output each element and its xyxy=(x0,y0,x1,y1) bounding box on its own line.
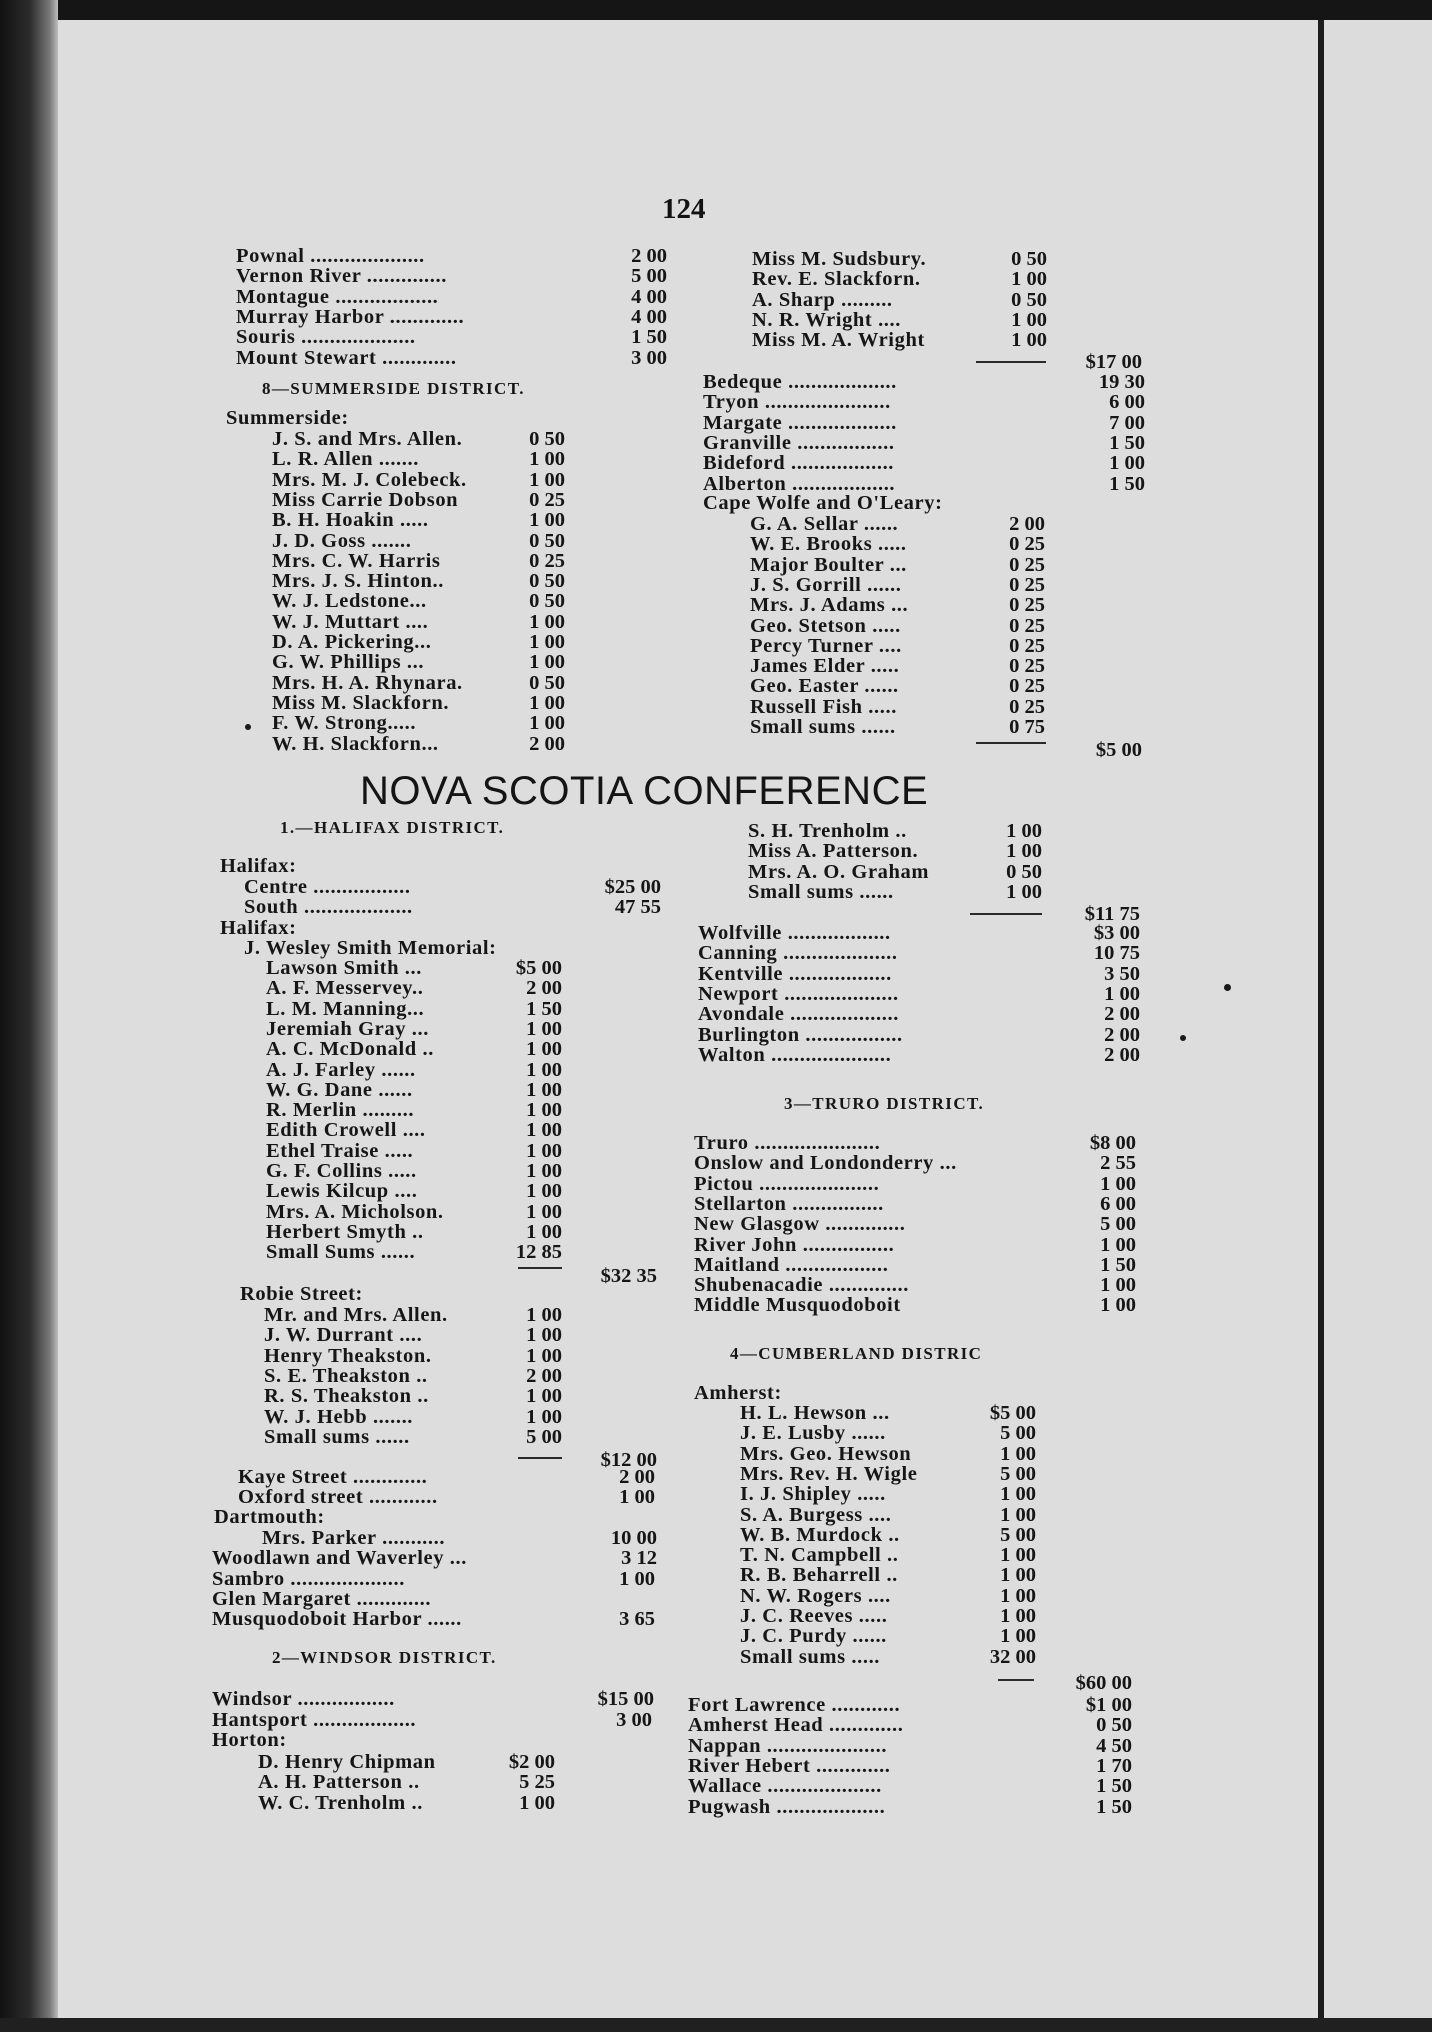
entry-amount: 1 00 xyxy=(1006,880,1042,903)
entry-label: Amherst Head ............. xyxy=(688,1714,904,1737)
entry-label: River Hebert ............. xyxy=(688,1754,891,1777)
entry-amount: 0 25 xyxy=(1009,655,1045,678)
entry-label: Russell Fish ..... xyxy=(750,695,897,718)
entry-amount: 1 00 xyxy=(1109,452,1145,475)
entry-label: River John ................ xyxy=(694,1233,895,1256)
entry-label: Pugwash ................... xyxy=(688,1795,886,1818)
entry-amount: 32 00 xyxy=(989,1645,1036,1668)
entry-amount: 1 00 xyxy=(526,1385,562,1408)
entry-label: W. B. Murdock .. xyxy=(740,1523,900,1546)
entry-amount: 1 00 xyxy=(1011,268,1047,291)
entry-label: S. H. Trenholm .. xyxy=(748,820,907,842)
entry-amount: 2 55 xyxy=(1100,1152,1136,1175)
entry-amount: 0 50 xyxy=(529,590,565,613)
entry-amount: 5 00 xyxy=(1000,1462,1036,1485)
entry-label: T. N. Campbell .. xyxy=(740,1544,899,1567)
sub-group-label: J. Wesley Smith Memorial: xyxy=(244,937,497,959)
entry-amount: 1 00 xyxy=(529,610,565,633)
entry-label: Geo. Easter ...... xyxy=(750,675,899,698)
entry-label: Mr. and Mrs. Allen. xyxy=(264,1304,448,1326)
entry-amount: 1 00 xyxy=(1000,1442,1036,1465)
entry-label: Onslow and Londonderry ... xyxy=(694,1152,957,1175)
entry-amount: 1 00 xyxy=(526,1344,562,1367)
entry-amount: 1 00 xyxy=(1000,1605,1036,1627)
entry-label: L. R. Allen ....... xyxy=(272,448,419,471)
entry-amount: 0 25 xyxy=(1009,614,1045,637)
subtotal-amount: $60 00 xyxy=(1075,1672,1132,1694)
entry-label: Tryon ...................... xyxy=(703,391,891,414)
entry-amount: 0 25 xyxy=(529,488,565,511)
scan-top-border xyxy=(0,0,1432,20)
entry-label: South ................... xyxy=(244,896,413,918)
entry-amount: 5 00 xyxy=(631,265,667,288)
ink-speck xyxy=(1180,1035,1186,1041)
entry-label: Small sums ...... xyxy=(750,716,896,738)
entry-amount: 10 75 xyxy=(1093,942,1140,965)
facing-page-edge xyxy=(1318,20,1432,2032)
subtotal-amount: $17 00 xyxy=(1085,351,1142,373)
entry-amount: 0 50 xyxy=(1011,248,1047,270)
entry-amount: 0 25 xyxy=(1009,553,1045,576)
conference-title: NOVA SCOTIA CONFERENCE xyxy=(360,769,929,813)
entry-amount: 1 00 xyxy=(1006,820,1042,842)
entry-amount: 1 50 xyxy=(1096,1795,1132,1818)
entry-amount: $2 00 xyxy=(508,1751,555,1773)
entry-label: Mrs. H. A. Rhynara. xyxy=(272,671,463,694)
subtotal-amount: $5 00 xyxy=(1095,739,1142,761)
entry-amount: 2 00 xyxy=(1104,1003,1140,1026)
entry-amount: $3 00 xyxy=(1093,922,1140,944)
entry-label: J. D. Goss ....... xyxy=(272,529,412,552)
entry-label: I. J. Shipley ..... xyxy=(740,1483,886,1506)
entry-amount: 1 00 xyxy=(1000,1564,1036,1587)
entry-amount: 1 00 xyxy=(519,1791,555,1814)
entry-amount: 7 00 xyxy=(1109,411,1145,434)
entry-amount: 0 50 xyxy=(529,428,565,450)
entry-label: Murray Harbor ............. xyxy=(236,305,465,328)
entry-amount: 5 00 xyxy=(526,1425,562,1448)
entry-amount: 1 00 xyxy=(526,1099,562,1122)
entry-label: Small Sums ...... xyxy=(266,1241,416,1264)
entry-amount: 1 00 xyxy=(1100,1274,1136,1297)
entry-label: Stellarton ................ xyxy=(694,1192,884,1215)
entry-amount: 1 00 xyxy=(529,509,565,532)
town-label: Summerside: xyxy=(226,407,349,429)
entry-label: Burlington ................. xyxy=(698,1023,903,1046)
entry-amount: 1 50 xyxy=(526,997,562,1020)
entry-label: W. J. Ledstone... xyxy=(272,590,427,613)
entry-label: Alberton .................. xyxy=(703,472,896,495)
entry-amount: 0 50 xyxy=(1006,860,1042,883)
entry-label: W. E. Brooks ..... xyxy=(750,533,907,556)
entry-label: Lewis Kilcup .... xyxy=(266,1180,418,1203)
entry-label: Montague .................. xyxy=(236,285,439,308)
entry-label: James Elder ..... xyxy=(750,655,900,678)
entry-amount: 1 00 xyxy=(526,1405,562,1428)
entry-amount: 1 00 xyxy=(526,1058,562,1081)
entry-label: Kentville .................. xyxy=(698,962,892,985)
entry-label: Fort Lawrence ............ xyxy=(688,1694,901,1716)
entry-label: G. A. Sellar ...... xyxy=(750,513,899,535)
entry-amount: 4 00 xyxy=(631,305,667,328)
entry-amount: 2 00 xyxy=(1009,513,1045,535)
subtotal-amount: $11 75 xyxy=(1084,903,1140,925)
entry-label: Musquodoboit Harbor ...... xyxy=(212,1608,462,1630)
entry-amount: 5 00 xyxy=(1100,1213,1136,1236)
entry-label: Small sums ..... xyxy=(740,1645,881,1668)
entry-label: J. E. Lusby ...... xyxy=(740,1422,886,1445)
entry-amount: 1 00 xyxy=(1100,1233,1136,1256)
page-number: 124 xyxy=(662,193,706,225)
entry-label: R. Merlin ......... xyxy=(266,1099,415,1122)
entry-amount: 6 00 xyxy=(1109,391,1145,414)
entry-label: Mrs. Parker ........... xyxy=(262,1527,446,1549)
entry-amount: 0 25 xyxy=(1009,695,1045,718)
entry-label: Canning .................... xyxy=(698,942,898,965)
entry-amount: $25 00 xyxy=(604,876,661,898)
entry-amount: 0 50 xyxy=(529,671,565,694)
entry-amount: 1 00 xyxy=(526,1139,562,1162)
entry-amount: 1 00 xyxy=(619,1568,655,1590)
entry-label: Bedeque ................... xyxy=(703,371,897,393)
book-spine-shadow xyxy=(0,0,58,2032)
entry-label: A. Sharp ......... xyxy=(752,288,893,311)
entry-amount: 2 00 xyxy=(1104,1043,1140,1066)
entry-amount: 1 00 xyxy=(529,448,565,471)
entry-label: J. W. Durrant .... xyxy=(264,1324,423,1347)
entry-label: R. B. Beharrell .. xyxy=(740,1564,898,1587)
entry-amount: 1 00 xyxy=(526,1324,562,1347)
entry-label: Jeremiah Gray ... xyxy=(266,1017,429,1040)
entry-label: Nappan ..................... xyxy=(688,1734,888,1757)
entry-label: Henry Theakston. xyxy=(264,1344,432,1367)
entry-label: Glen Margaret ............. xyxy=(212,1588,432,1610)
entry-amount: 0 50 xyxy=(1096,1714,1132,1737)
entry-amount: 4 00 xyxy=(631,285,667,308)
entry-label: D. Henry Chipman xyxy=(258,1751,436,1773)
entry-label: Miss M. Sudsbury. xyxy=(752,248,927,270)
entry-label: Vernon River .............. xyxy=(236,265,447,288)
entry-amount: $1 00 xyxy=(1085,1694,1132,1716)
entry-amount: 1 00 xyxy=(1000,1483,1036,1506)
entry-amount: 10 00 xyxy=(610,1527,657,1549)
entry-amount: 1 00 xyxy=(526,1160,562,1182)
entry-label: Mount Stewart ............. xyxy=(236,346,457,369)
entry-amount: 2 00 xyxy=(529,732,565,755)
entry-amount: 2 00 xyxy=(526,977,562,1000)
entry-amount: 1 00 xyxy=(529,691,565,714)
entry-amount: 0 25 xyxy=(1009,594,1045,617)
entry-amount: 1 50 xyxy=(1096,1775,1132,1798)
town-label: Amherst: xyxy=(694,1382,782,1404)
entry-amount: 0 50 xyxy=(1011,288,1047,311)
entry-amount: 3 00 xyxy=(616,1709,652,1731)
entry-label: H. L. Hewson ... xyxy=(740,1402,890,1424)
entry-amount: 12 85 xyxy=(515,1241,562,1264)
page-gutter-line xyxy=(1318,20,1324,2032)
entry-label: J. C. Reeves ..... xyxy=(740,1605,888,1627)
entry-amount: 1 00 xyxy=(526,1220,562,1243)
entry-amount: 1 00 xyxy=(526,1038,562,1061)
entry-label: W. H. Slackforn... xyxy=(272,732,439,755)
entry-amount: 2 00 xyxy=(526,1364,562,1387)
district-heading: 8—SUMMERSIDE DISTRICT. xyxy=(262,379,525,398)
entry-label: S. E. Theakston .. xyxy=(264,1364,428,1387)
scan-bottom-border xyxy=(0,2018,1432,2032)
entry-label: Mrs. A. O. Graham xyxy=(748,860,930,883)
entry-label: N. W. Rogers .... xyxy=(740,1584,891,1607)
entry-label: A. C. McDonald .. xyxy=(266,1038,434,1061)
entry-label: Major Boulter ... xyxy=(750,553,907,576)
entry-label: Geo. Stetson ..... xyxy=(750,614,901,637)
entry-label: W. G. Dane ...... xyxy=(266,1078,413,1101)
entry-label: A. J. Farley ...... xyxy=(266,1058,416,1081)
entry-label: Granville ................. xyxy=(703,431,895,454)
entry-amount: $8 00 xyxy=(1089,1132,1136,1154)
entry-amount: 0 75 xyxy=(1009,716,1045,738)
entry-label: Hantsport .................. xyxy=(212,1709,417,1731)
entry-label: Small sums ...... xyxy=(748,880,894,903)
entry-label: A. H. Patterson .. xyxy=(258,1771,420,1794)
entry-amount: 1 00 xyxy=(619,1486,655,1508)
entry-amount: 1 00 xyxy=(1011,308,1047,331)
entry-amount: 5 25 xyxy=(519,1771,555,1794)
entry-label: Mrs. Geo. Hewson xyxy=(740,1442,912,1465)
entry-label: W. C. Trenholm .. xyxy=(258,1791,423,1814)
ink-speck xyxy=(1224,984,1231,991)
district-heading: 2—WINDSOR DISTRICT. xyxy=(272,1648,497,1667)
entry-label: Mrs. C. W. Harris xyxy=(272,549,441,572)
entry-label: Kaye Street ............. xyxy=(238,1466,428,1488)
entry-label: Rev. E. Slackforn. xyxy=(752,268,921,291)
entry-amount: 1 00 xyxy=(1000,1625,1036,1648)
entry-label: Mrs. A. Micholson. xyxy=(266,1200,444,1223)
entry-label: Oxford street ............ xyxy=(238,1486,438,1508)
entry-amount: 2 00 xyxy=(619,1466,655,1488)
entry-amount: 1 50 xyxy=(1109,472,1145,495)
entry-amount: 19 30 xyxy=(1098,371,1145,393)
entry-amount: 1 00 xyxy=(526,1078,562,1101)
entry-label: J. S. Gorrill ...... xyxy=(750,573,902,596)
entry-label: Pownal .................... xyxy=(236,245,425,267)
entry-label: Mrs. Rev. H. Wigle xyxy=(740,1462,918,1485)
entry-amount: 1 00 xyxy=(1100,1172,1136,1195)
entry-label: N. R. Wright .... xyxy=(752,308,901,331)
entry-label: Truro ...................... xyxy=(694,1132,881,1154)
entry-label: G. F. Collins ..... xyxy=(266,1160,417,1182)
town-label: Cape Wolfe and O'Leary: xyxy=(703,492,943,514)
entry-amount: 1 00 xyxy=(529,468,565,491)
entry-amount: $5 00 xyxy=(515,957,562,979)
entry-label: W. J. Hebb ....... xyxy=(264,1405,414,1428)
entry-amount: 1 00 xyxy=(1000,1503,1036,1526)
entry-amount: 0 25 xyxy=(1009,533,1045,556)
entry-label: Edith Crowell .... xyxy=(266,1119,426,1142)
entry-label: F. W. Strong..... xyxy=(272,712,417,735)
entry-amount: 5 00 xyxy=(1000,1523,1036,1546)
entry-label: Herbert Smyth .. xyxy=(266,1220,424,1243)
entry-amount: 3 65 xyxy=(619,1608,655,1630)
entry-amount: 1 50 xyxy=(1109,431,1145,454)
town-label: Dartmouth: xyxy=(214,1506,325,1528)
entry-amount: 1 00 xyxy=(529,651,565,674)
entry-amount: 3 12 xyxy=(621,1547,657,1569)
entry-label: Lawson Smith ... xyxy=(266,957,422,979)
entry-amount: 1 00 xyxy=(1000,1584,1036,1607)
entry-amount: 6 00 xyxy=(1100,1192,1136,1215)
entry-amount: 4 50 xyxy=(1096,1734,1132,1757)
entry-amount: $5 00 xyxy=(989,1402,1036,1424)
entry-label: Shubenacadie .............. xyxy=(694,1274,909,1297)
entry-label: Wallace .................... xyxy=(688,1775,882,1798)
entry-label: Avondale ................... xyxy=(698,1003,899,1026)
subtotal-amount: $32 35 xyxy=(600,1265,657,1287)
town-label: Horton: xyxy=(212,1729,287,1751)
subtotal-amount: $12 00 xyxy=(600,1449,657,1471)
entry-label: A. F. Messervey.. xyxy=(266,977,424,1000)
ink-speck xyxy=(245,724,251,730)
entry-label: R. S. Theakston .. xyxy=(264,1385,429,1408)
entry-amount: 1 00 xyxy=(1006,840,1042,863)
entry-amount: 1 70 xyxy=(1096,1754,1132,1777)
district-heading: 1.—HALIFAX DISTRICT. xyxy=(280,818,505,837)
entry-amount: 47 55 xyxy=(614,896,661,918)
entry-amount: 1 00 xyxy=(529,712,565,735)
sub-group-label: Robie Street: xyxy=(240,1283,363,1305)
entry-amount: 1 00 xyxy=(1011,329,1047,352)
entry-label: D. A. Pickering... xyxy=(272,631,432,653)
entry-amount: 1 00 xyxy=(529,631,565,653)
entry-label: Margate ................... xyxy=(703,411,897,434)
entry-label: Newport .................... xyxy=(698,982,899,1005)
entry-label: Windsor ................. xyxy=(212,1688,395,1710)
entry-amount: 1 00 xyxy=(1104,982,1140,1005)
entry-label: Miss M. A. Wright xyxy=(752,329,925,352)
entry-label: J. C. Purdy ...... xyxy=(740,1625,887,1648)
entry-amount: 5 00 xyxy=(1000,1422,1036,1445)
entry-label: Maitland .................. xyxy=(694,1253,889,1276)
entry-label: W. J. Muttart .... xyxy=(272,610,429,633)
entry-amount: 2 00 xyxy=(631,245,667,267)
entry-label: Walton ..................... xyxy=(698,1043,892,1066)
entry-amount: 0 25 xyxy=(1009,573,1045,596)
entry-amount: 0 50 xyxy=(529,570,565,593)
entry-amount: 1 00 xyxy=(526,1119,562,1142)
entry-amount: 1 00 xyxy=(1100,1294,1136,1317)
entry-label: G. W. Phillips ... xyxy=(272,651,425,674)
entry-amount: 1 50 xyxy=(1100,1253,1136,1276)
entry-amount: 3 00 xyxy=(631,346,667,369)
entry-label: Small sums ...... xyxy=(264,1425,410,1448)
entry-amount: 0 25 xyxy=(529,549,565,572)
entry-label: Miss M. Slackforn. xyxy=(272,691,450,714)
entry-label: B. H. Hoakin ..... xyxy=(272,509,429,532)
entry-amount: 0 25 xyxy=(1009,675,1045,698)
town-label: Halifax: xyxy=(220,855,297,877)
entry-label: Mrs. J. Adams ... xyxy=(750,594,909,617)
entry-label: S. A. Burgess .... xyxy=(740,1503,892,1526)
entry-label: Miss Carrie Dobson xyxy=(272,488,459,511)
entry-label: New Glasgow .............. xyxy=(694,1213,906,1236)
entry-label: Souris .................... xyxy=(236,326,416,349)
entry-amount: 1 00 xyxy=(526,1200,562,1223)
entry-amount: 1 00 xyxy=(526,1017,562,1040)
entry-label: Woodlawn and Waverley ... xyxy=(212,1547,467,1569)
entry-amount: 1 00 xyxy=(526,1304,562,1326)
district-heading: 3—TRURO DISTRICT. xyxy=(784,1094,985,1113)
town-label: Halifax: xyxy=(220,917,297,939)
entry-amount: 0 25 xyxy=(1009,634,1045,657)
entry-amount: 1 00 xyxy=(1000,1544,1036,1567)
entry-label: J. S. and Mrs. Allen. xyxy=(272,428,463,450)
entry-label: Mrs. M. J. Colebeck. xyxy=(272,468,467,491)
entry-label: Ethel Traise ..... xyxy=(266,1139,414,1162)
entry-amount: 2 00 xyxy=(1104,1023,1140,1046)
entry-label: Middle Musquodoboit xyxy=(694,1294,901,1317)
entry-amount: 3 50 xyxy=(1104,962,1140,985)
entry-label: Sambro .................... xyxy=(212,1568,405,1590)
district-heading: 4—CUMBERLAND DISTRIC xyxy=(730,1344,983,1363)
entry-label: Mrs. J. S. Hinton.. xyxy=(272,570,444,593)
entry-amount: 0 50 xyxy=(529,529,565,552)
entry-label: Percy Turner .... xyxy=(750,634,902,657)
entry-label: Centre ................. xyxy=(244,876,411,898)
entry-amount: $15 00 xyxy=(597,1688,654,1710)
entry-label: L. M. Manning... xyxy=(266,997,425,1020)
entry-amount: 1 00 xyxy=(526,1180,562,1203)
entry-amount: 1 50 xyxy=(631,326,667,349)
entry-label: Pictou ..................... xyxy=(694,1172,880,1195)
entry-label: Miss A. Patterson. xyxy=(748,840,919,863)
entry-label: Bideford .................. xyxy=(703,452,895,475)
entry-label: Wolfville .................. xyxy=(698,922,891,944)
